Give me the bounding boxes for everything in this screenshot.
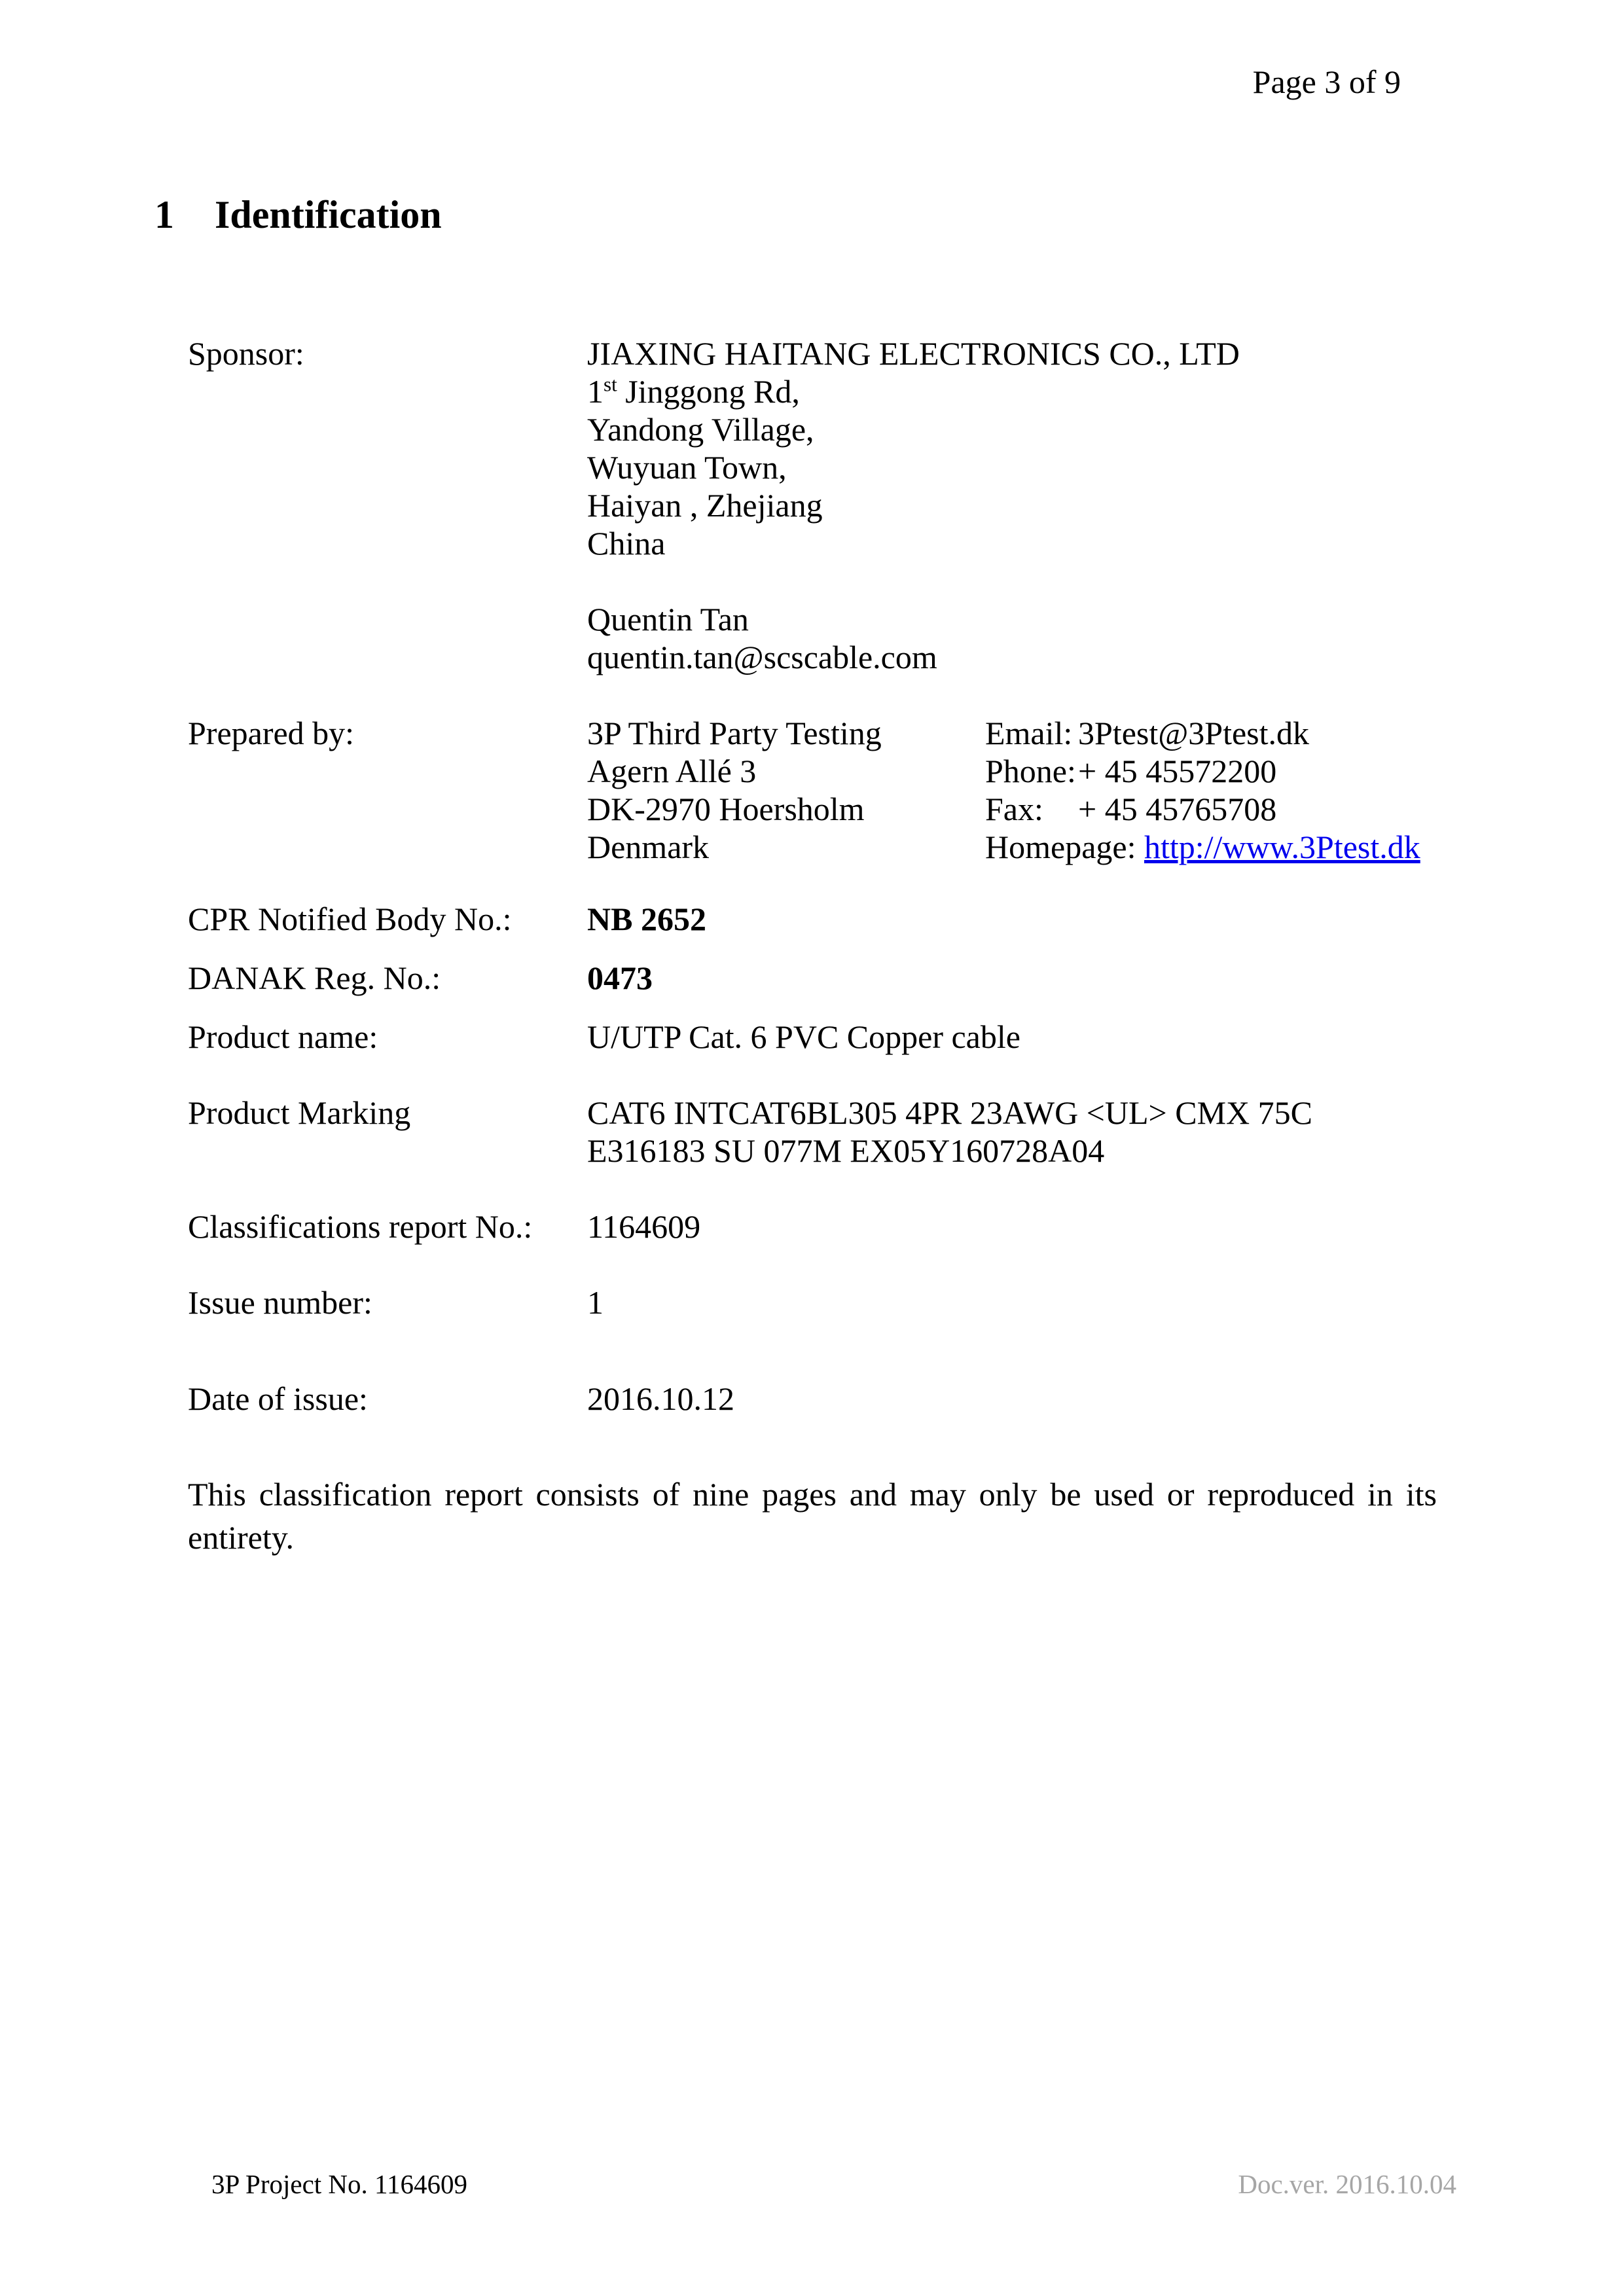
section-title: Identification — [215, 193, 442, 236]
lab-fax-value: + 45 45765708 — [1078, 791, 1277, 827]
lab-phone-value: + 45 45572200 — [1078, 753, 1277, 789]
sponsor-address-line-5: China — [587, 525, 666, 562]
field-row-product-name — [188, 1018, 1437, 1056]
footer-project-number: 3P Project No. 1164609 — [211, 2169, 468, 2199]
sponsor-row — [188, 334, 1437, 562]
lab-email-line — [985, 714, 1437, 752]
lab-phone-label: Phone: — [985, 753, 1076, 789]
address-ordinal-suffix: st — [604, 372, 617, 396]
field-row-issue-number — [188, 1283, 1437, 1321]
sponsor-address-line-2: Yandong Village, — [587, 411, 814, 448]
field-label: CPR Notified Body No.: — [188, 901, 512, 937]
field-value — [587, 1094, 1437, 1170]
field-row-danak — [188, 959, 1437, 997]
lab-homepage-line — [985, 828, 1437, 866]
field-row-cpr — [188, 900, 1437, 938]
field-label: DANAK Reg. No.: — [188, 960, 441, 996]
lab-email-label: Email: — [985, 715, 1073, 751]
page-number-header: Page 3 of 9 — [1252, 63, 1401, 100]
field-value: NB 2652 — [587, 901, 706, 937]
lab-city: DK-2970 Hoersholm — [587, 791, 865, 827]
field-row-report-no — [188, 1208, 1437, 1246]
sponsor-address-line-3: Wuyuan Town, — [587, 449, 787, 486]
lab-homepage-label: Homepage: — [985, 829, 1136, 865]
prepared-by-label: Prepared by: — [188, 715, 355, 751]
contact-email: quentin.tan@scscable.com — [587, 639, 937, 675]
product-marking-line-1: CAT6 INTCAT6BL305 4PR 23AWG <UL> CMX 75C — [587, 1094, 1312, 1131]
page-footer — [211, 2168, 1456, 2200]
field-value: 2016.10.12 — [587, 1380, 734, 1417]
lab-contact — [985, 714, 1437, 866]
field-value: 1164609 — [587, 1208, 701, 1245]
field-row-date-of-issue — [188, 1380, 1437, 1418]
lab-name: 3P Third Party Testing — [587, 715, 882, 751]
address-street-name: Jinggong Rd, — [617, 373, 800, 410]
section-heading — [154, 193, 442, 236]
sponsor-address-line-1 — [587, 372, 1437, 410]
prepared-by-row — [188, 714, 1437, 866]
lab-address — [587, 714, 985, 866]
sponsor-company: JIAXING HAITANG ELECTRONICS CO., LTD — [587, 335, 1240, 372]
lab-fax-label: Fax: — [985, 791, 1043, 827]
contact-name: Quentin Tan — [587, 601, 749, 637]
lab-phone-line — [985, 752, 1437, 790]
field-row-product-marking — [188, 1094, 1437, 1170]
field-label: Classifications report No.: — [188, 1208, 533, 1245]
section-number: 1 — [154, 193, 174, 236]
lab-country: Denmark — [587, 829, 710, 865]
lab-street: Agern Allé 3 — [587, 753, 757, 789]
field-label: Product Marking — [188, 1094, 411, 1131]
prepared-by-details — [587, 714, 1437, 866]
sponsor-contact-row — [188, 600, 1437, 676]
report-note: This classification report consists of nine pages and may only be used or reproduced in its entirety. — [188, 1476, 1437, 1556]
footer-doc-version: Doc.ver. 2016.10.04 — [1238, 2169, 1456, 2199]
lab-fax-line — [985, 790, 1437, 828]
field-label: Issue number: — [188, 1284, 372, 1321]
field-value: 1 — [587, 1284, 604, 1321]
field-value: U/UTP Cat. 6 PVC Copper cable — [587, 1018, 1020, 1055]
homepage-link[interactable]: http://www.3Ptest.dk — [1144, 829, 1420, 865]
sponsor-label: Sponsor: — [188, 335, 304, 372]
product-marking-line-2: E316183 SU 077M EX05Y160728A04 — [587, 1132, 1105, 1169]
field-value: 0473 — [587, 960, 653, 996]
sponsor-address-line-4: Haiyan , Zhejiang — [587, 487, 823, 524]
field-label: Product name: — [188, 1018, 378, 1055]
field-label: Date of issue: — [188, 1380, 368, 1417]
lab-email-value: 3Ptest@3Ptest.dk — [1078, 715, 1310, 751]
sponsor-contact — [587, 600, 1437, 676]
sponsor-address — [587, 334, 1437, 562]
address-street-number: 1 — [587, 373, 604, 410]
